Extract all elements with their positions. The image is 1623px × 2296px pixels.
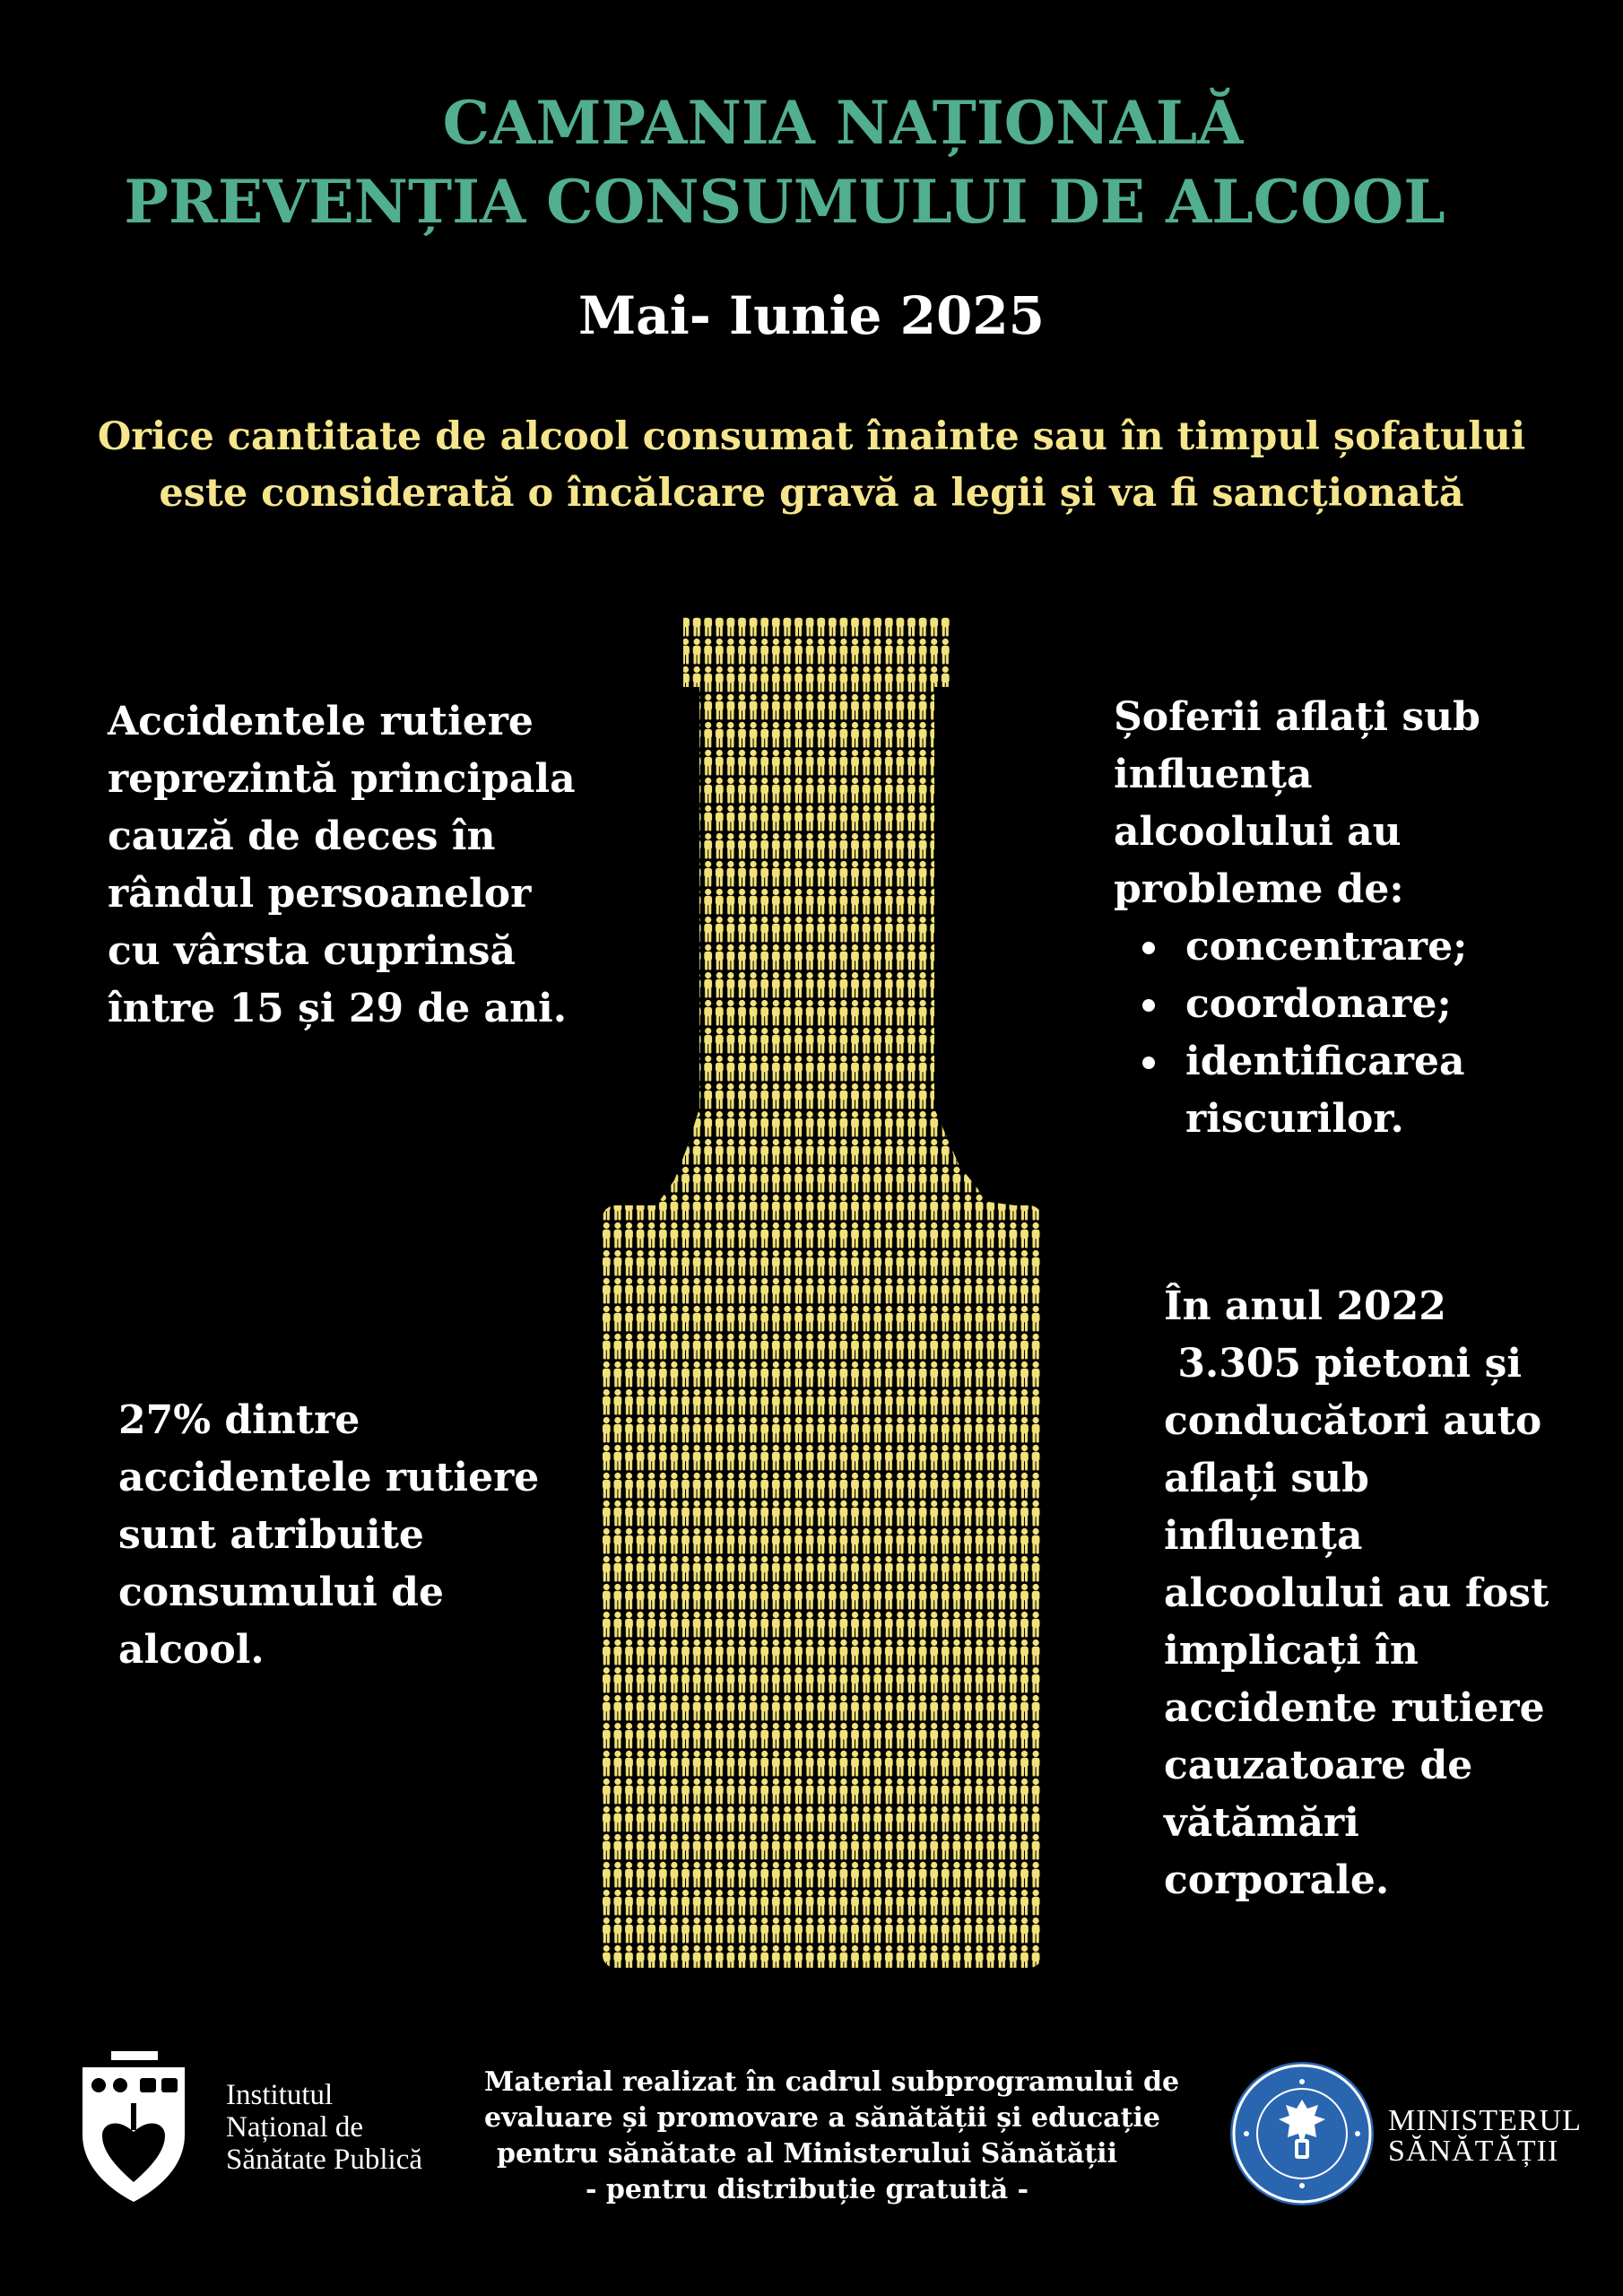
footer-note-line: - pentru distribuție gratuită - [585,2174,1029,2205]
stat-line: cauzatoare de [1164,1743,1473,1788]
stat-line: influența [1114,752,1313,797]
stat-line: Accidentele rutiere [108,699,534,744]
warning-line2: este considerată o încălcare gravă a legii și va fi sancționată [159,471,1464,516]
government-seal-icon [1228,2060,1376,2207]
stat-line: consumului de [118,1570,444,1615]
list-item-label: concentrare; [1185,924,1468,970]
warning-line1: Orice cantitate de alcool consumat înainte sau în timpul șofatului [97,414,1526,459]
stat-line: 3.305 pietoni și [1164,1341,1523,1387]
bottle-figures [603,617,1042,1968]
insp-name-line: Național de [226,2111,364,2144]
stat-line: cauză de deces în [108,813,496,859]
bullet-icon [1142,942,1155,954]
insp-name [226,2079,422,2176]
stat-line: influența [1164,1513,1363,1559]
stat-line: conducători auto [1164,1398,1542,1444]
stat-line: 27% dintre [118,1397,360,1443]
bullet-icon [1142,1057,1155,1069]
problems-list [1114,918,1580,1148]
campaign-period: Mai- Iunie 2025 [577,285,1046,346]
footer-note [484,2065,1180,2208]
stat-line: accidentele rutiere [118,1455,540,1500]
stat-line: alcoolului au fost [1164,1570,1549,1616]
ministry-name [1388,2106,1582,2167]
stat-line: corporale. [1164,1857,1390,1903]
stat-driver-problems [1114,689,1580,1148]
stat-2022-pedestrians [1164,1278,1576,1909]
stat-line: accidente rutiere [1164,1685,1545,1731]
stat-line: reprezintă principala [108,756,576,802]
stat-line: alcoolului au [1114,809,1402,855]
footer-note-line: pentru sănătate al Ministerului Sănătății [497,2138,1117,2170]
list-item [1185,1091,1580,1148]
list-item-label: identificarea [1185,1039,1465,1084]
list-item [1185,918,1580,976]
ministry-name-line: SĂNĂTĂȚII [1388,2135,1559,2168]
list-item-label: coordonare; [1185,981,1452,1027]
stat-line: rândul persoanelor [108,871,532,917]
list-item-label: riscurilor. [1185,1096,1404,1142]
stat-line: sunt atribuite [118,1512,424,1558]
stat-line: Șoferii aflați sub [1114,694,1480,740]
list-item [1185,1033,1580,1091]
stat-line: vătămări [1164,1800,1359,1846]
stat-road-deaths [108,693,610,1038]
stat-line: între 15 și 29 de ani. [108,986,568,1031]
campaign-title-line1: CAMPANIA NAȚIONALĂ [442,88,1244,158]
stat-line: aflați sub [1164,1456,1369,1501]
bullet-icon [1142,999,1155,1012]
stat-line: În anul 2022 [1164,1283,1446,1329]
campaign-title-line2: PREVENȚIA CONSUMULUI DE ALCOOL [124,167,1445,237]
insp-name-line: Institutul [226,2079,334,2111]
footer-note-line: evaluare și promovare a sănătății și educație [484,2102,1160,2134]
insp-logo-icon [77,2049,190,2204]
stat-line: cu vârsta cuprinsă [108,928,516,974]
list-item [1185,976,1580,1033]
stat-line: probleme de: [1114,866,1404,912]
footer-note-line: Material realizat în cadrul subprogramului de [484,2066,1180,2098]
bottle-icon [601,610,1049,1973]
insp-name-line: Sănătate Publică [226,2144,423,2176]
stat-alcohol-percentage [118,1392,585,1679]
ministry-name-line: MINISTERUL [1388,2104,1582,2137]
stat-line: implicați în [1164,1628,1419,1674]
stat-line: alcool. [118,1627,265,1673]
